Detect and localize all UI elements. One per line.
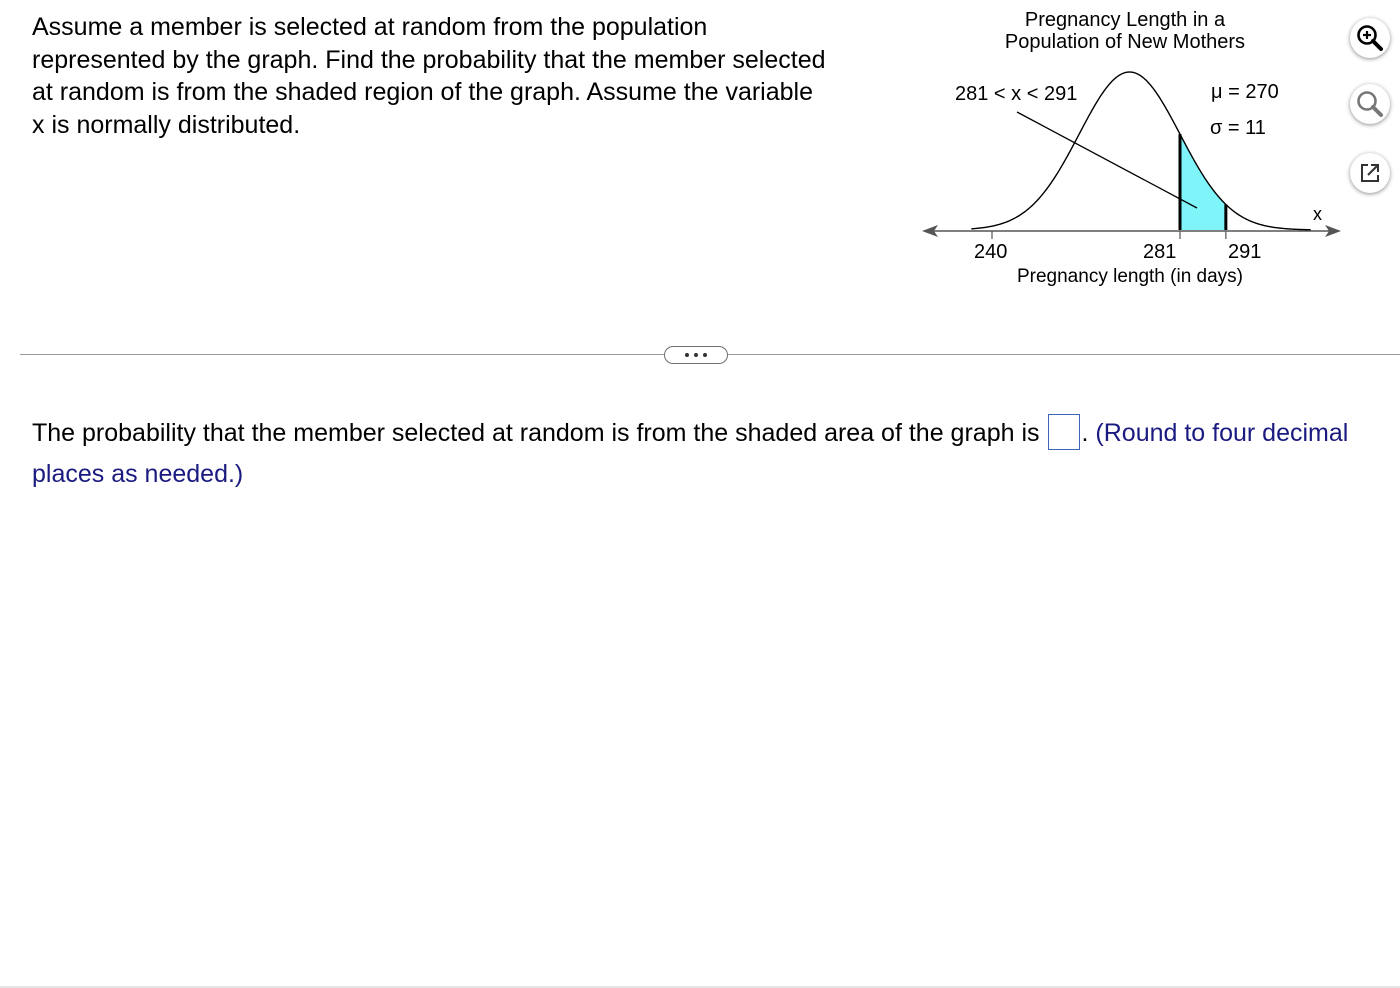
zoom-out-button[interactable] [1350,84,1390,124]
mu-label: μ = 270 [1211,81,1279,103]
normal-curve-svg [905,0,1355,300]
ellipsis-icon [685,353,689,357]
graph-title-line1: Pregnancy Length in a [1024,9,1226,31]
zoom-out-icon [1355,89,1385,119]
popout-button[interactable] [1350,153,1390,193]
popout-icon [1357,160,1383,186]
question-text: Assume a member is selected at random from the population represented by the graph. Find the probability that the member selected at random is from the shaded region of the graph. Assume the variable x is normally distributed. [32,13,826,139]
answer-line [32,414,1400,453]
range-label: 281 < x < 291 [955,83,1078,105]
answer-period: . [1081,419,1089,447]
expand-more-button[interactable] [664,346,728,364]
tick-label-240: 240 [974,241,1008,263]
tick-label-291: 291 [1228,241,1262,263]
rounding-hint-part2: places as needed.) [32,460,244,488]
rounding-hint-part1: (Round to four decimal [1095,419,1349,447]
x-variable-label: x [1313,204,1322,224]
graph-title-line2: Population of New Mothers [1004,31,1246,53]
answer-input[interactable] [1048,414,1080,450]
zoom-in-button[interactable] [1350,18,1390,58]
zoom-in-icon [1355,23,1385,53]
sigma-label: σ = 11 [1210,117,1266,139]
tick-label-281: 281 [1143,241,1177,263]
answer-prompt: The probability that the member selected at random is from the shaded area of the graph is [32,419,1040,447]
ellipsis-icon [703,353,707,357]
normal-curve-graph [905,0,1355,300]
ellipsis-icon [694,353,698,357]
x-axis-label: Pregnancy length (in days) [1016,266,1243,287]
